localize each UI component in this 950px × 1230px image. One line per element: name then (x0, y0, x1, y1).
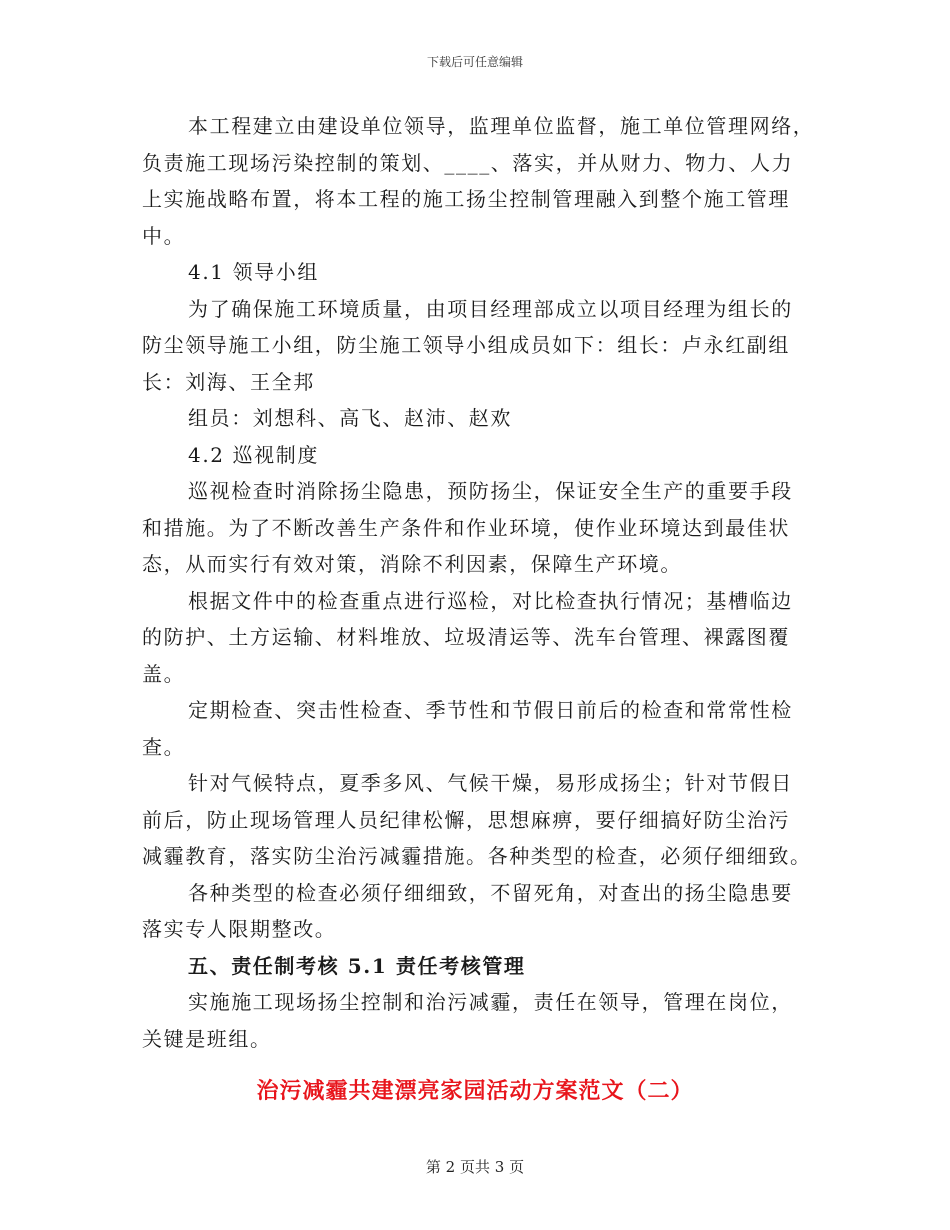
page-header: 下载后可任意编辑 (426, 55, 523, 69)
text-line: 和措施。为了不断改善生产条件和作业环境，使作业环境达到最佳状 (142, 515, 790, 540)
text-line: 定期检查、突击性检查、季节性和节假日前后的检查和常常性检 (188, 698, 793, 722)
text-line: 查。 (142, 734, 186, 759)
text-line: 针对气候特点，夏季多风、气候干燥，易形成扬尘；针对节假日 (188, 771, 793, 795)
text-line: 本工程建立由建设单位领导，监理单位监督，施工单位管理网络， (188, 114, 815, 138)
section-heading: 五、责任制考核 5.1 责任考核管理 (188, 953, 526, 978)
text-line: 实施施工现场扬尘控制和治污减霾，责任在领导，管理在岗位， (188, 990, 793, 1014)
text-line: 4.1 领导小组 (188, 260, 319, 284)
text-line: 长：刘海、王全邦 (142, 369, 315, 394)
text-line: 的防护、土方运输、材料堆放、垃圾清运等、洗车台管理、裸露图覆 (142, 625, 790, 649)
text-line: 4.2 巡视制度 (188, 442, 319, 467)
text-line: 为了确保施工环境质量，由项目经理部成立以项目经理为组长的 (188, 296, 793, 321)
text-line: 各种类型的检查必须仔细细致，不留死角，对查出的扬尘隐患要 (188, 880, 793, 905)
text-line: 前后，防止现场管理人员纪律松懈，思想麻痹，要仔细搞好防尘治污 (142, 807, 790, 832)
text-line: 减霾教育，落实防尘治污减霾措施。各种类型的检查，必须仔细细致。 (142, 844, 812, 868)
text-line: 落实专人限期整改。 (142, 917, 337, 941)
document-body (142, 108, 815, 1057)
page-footer: 第 2 页共 3 页 (425, 1158, 525, 1176)
text-line: 组员：刘想科、高飞、赵沛、赵欢 (188, 406, 512, 430)
section-title: 治污减霾共建漂亮家园活动方案范文（二） (256, 1078, 694, 1104)
text-line: 负责施工现场污染控制的策划、____、落实，并从财力、物力、人力 (142, 150, 794, 175)
text-line: 中。 (142, 223, 186, 248)
text-line: 上实施战略布置，将本工程的施工扬尘控制管理融入到整个施工管理 (142, 187, 790, 211)
text-line: 盖。 (142, 661, 186, 686)
text-line: 态，从而实行有效对策，消除不利因素，保障生产环境。 (142, 552, 682, 576)
text-line: 根据文件中的检查重点进行巡检，对比检查执行情况；基槽临边 (188, 588, 793, 613)
text-line: 巡视检查时消除扬尘隐患，预防扬尘，保证安全生产的重要手段 (188, 479, 793, 503)
text-line: 防尘领导施工小组，防尘施工领导小组成员如下：组长：卢永红副组 (142, 333, 790, 357)
text-line: 关键是班组。 (142, 1026, 272, 1051)
